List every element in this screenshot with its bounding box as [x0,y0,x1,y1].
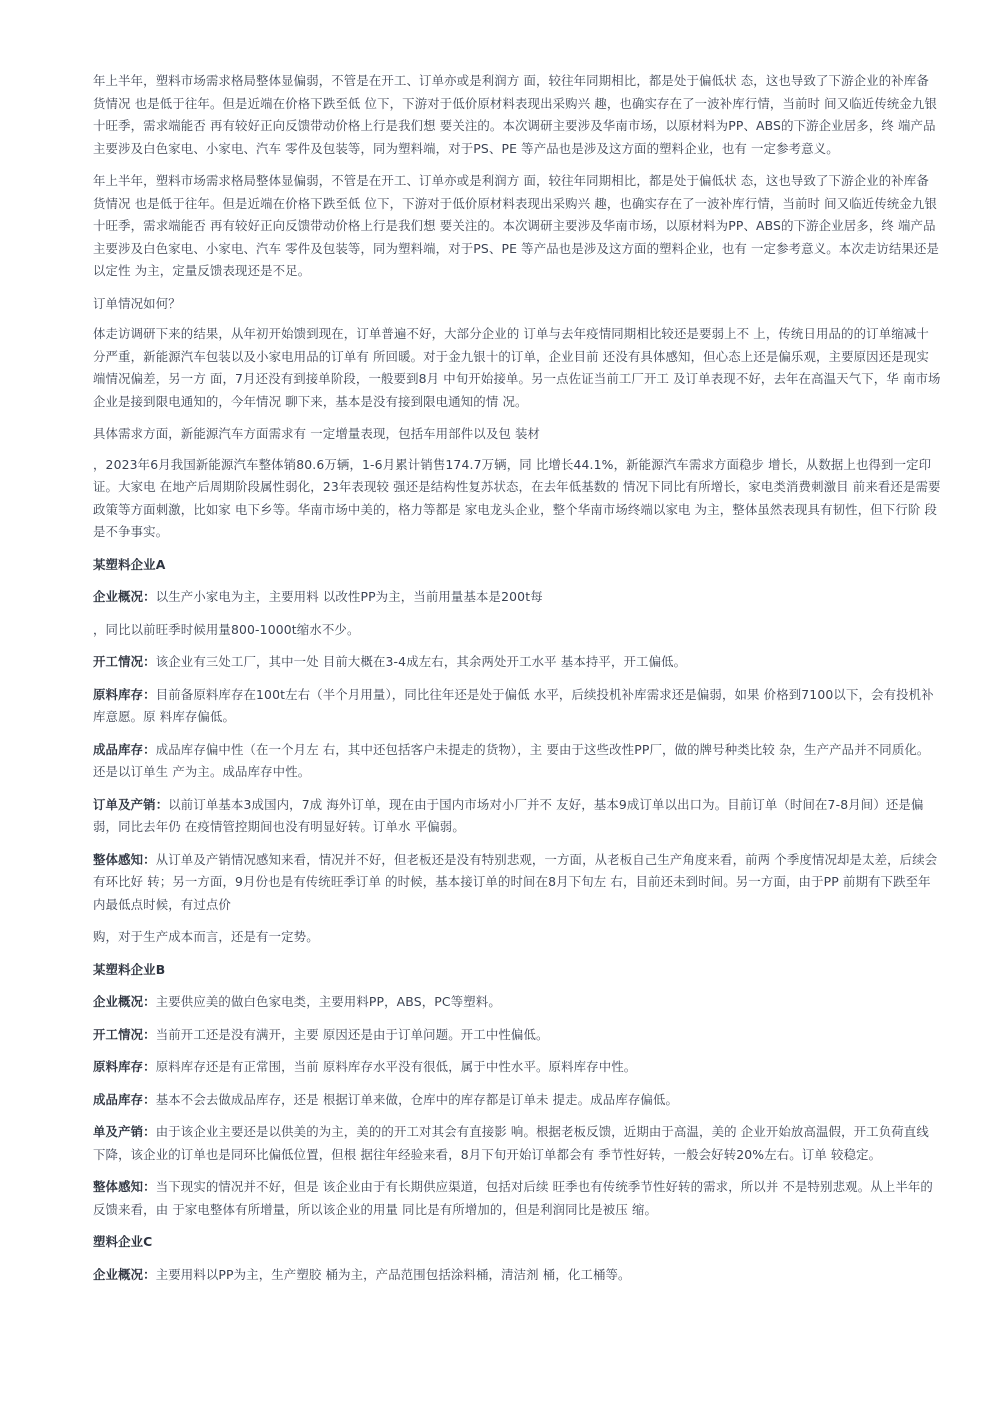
company-b-title: 某塑料企业B [93,961,166,977]
text: 目前备原料库存在100t左右（半个月用量），同比往年还是处于偏低 水平，后续投机补库需求还是偏弱，如果 价格到7100以下，会有投机补库意愿。原 料库存偏低。 [93,686,934,724]
text: 由于该企业主要还是以供美的为主，美的的开工对其会有直接影 响。根据老板反馈，近期由于高温，美的 企业开始放高温假，开工负荷直线下降，该企业的订单也是同环比偏低位置，但根 据往年经验来看，8月下旬开始订单都会有 季节性好转，一般会好转20%左右。订单 较稳定。 [93,1124,929,1162]
label: 企业概况： [93,1266,156,1282]
orders-question: 订单情况如何？ [93,295,181,311]
demand-paragraph: 具体需求方面，新能源汽车方面需求有 一定增量表现，包括车用部件以及包 装材 [93,426,541,441]
text: 基本不会去做成品库存，还是 根据订单来做，仓库中的库存都是订单未 提走。成品库存偏低。 [155,1091,679,1107]
company-a-operating [93,651,941,674]
text: 以生产小家电为主，主要用料 以改性PP为主，当前用量基本是200t每 [155,589,543,604]
intro-paragraph-2: 年上半年，塑料市场需求格局整体显偏弱，不管是在开工、订单亦或是利润方 面，较往年同期相比，都是处于偏低状 态，这也导致了下游企业的补库备货情况 也是低于往年。但是近端在价格下跌至低 位下，下游对于低价原材料表现出采购兴 趣，也确实存在了一波补库行情，当前时 间又临近传统金九银十旺季，需求端能否 再有较好正向反馈带动价格上行是我们想 要关注的。本次调研主要涉及华南市场，以原材料为PP、ABS的下游企业居多，终 端产品主要涉及白色家电、小家电、汽车 零件及包装等，同为塑料端，对于PS、PE 等产品也是涉及这方面的塑料企业，也有 一定参考意义。本次走访结果还是以定性 为主，定量反馈表现还是不足。 [93,173,940,278]
label: 企业概况： [93,589,156,604]
text: 该企业有三处工厂，其中一处 目前大概在3-4成左右，其余两处开工水平 基本持平，开工偏低。 [155,654,687,669]
stats-paragraph: ，2023年6月我国新能源汽车整体销80.6万辆，1-6月累计销售174.7万辆，同 比增长44.1%，新能源汽车需求方面稳步 增长，从数据上也得到一定印证。大家电 在地产后周期阶段属性弱化，23年表现较 强还是结构性复苏状态，在去年低基数的 情况下同比有所增长，家电类消费刺激目 前来看还是需要政策等方面刺激，比如家 电下乡等。华南市场中美的，格力等都是 家电龙头企业，整个华南市场终端以家电 为主，整体虽然表现具有韧性，但下行阶 段是不争事实。 [93,456,941,539]
label: 开工情况： [93,1026,156,1042]
label: 原料库存： [93,686,156,702]
company-a-finished-inventory [93,739,941,784]
company-b-operating [93,1024,941,1047]
company-a-overall-cont: 购，对于生产成本而言，还是有一定势。 [93,929,319,944]
company-b-raw-inventory [93,1056,941,1079]
label: 整体感知： [93,1179,156,1194]
label: 单及产销： [93,1124,156,1139]
text: 原料库存还是有正常围，当前 原料库存水平没有很低，属于中性水平。原料库存中性。 [155,1059,637,1074]
document-body [93,70,941,1296]
company-c-title: 塑料企业C [93,1234,153,1249]
label: 开工情况： [93,654,156,669]
text: 当下现实的情况并不好，但是 该企业由于有长期供应渠道，包括对后续 旺季也有传统季节性好转的需求，所以并 不是特别悲观。从上半年的反馈来看，由 于家电整体有所增量，所以该企业的用量 同比是有所增加的，但是利润同比是被压 缩。 [93,1179,933,1217]
company-a-overall [93,849,941,917]
label: 整体感知： [93,851,156,867]
label: 订单及产销： [93,796,169,812]
text: 成品库存偏中性（在一个月左 右，其中还包括客户未提走的货物），主 要由于这些改性PP厂，做的牌号种类比较 杂，生产产品并不同质化。还是以订单生 产为主。成品库存中性。 [93,741,930,779]
intro-paragraph-1: 年上半年，塑料市场需求格局整体显偏弱，不管是在开工、订单亦或是利润方 面，较往年同期相比，都是处于偏低状 态，这也导致了下游企业的补库备货情况 也是低于往年。但是近端在价格下跌至低 位下，下游对于低价原材料表现出采购兴 趣，也确实存在了一波补库行情，当前时 间又临近传统金九银十旺季，需求端能否 再有较好正向反馈带动价格上行是我们想 要关注的。本次调研主要涉及华南市场，以原材料为PP、ABS的下游企业居多，终 端产品主要涉及白色家电、小家电、汽车 零件及包装等，同为塑料端，对于PS、PE 等产品也是涉及这方面的塑料企业，也有 一定参考意义。 [93,73,938,156]
company-a-raw-inventory [93,684,941,729]
company-b-overview [93,991,941,1014]
text: 从订单及产销情况感知来看，情况并不好，但老板还是没有特别悲观，一方面，从老板自己生产角度来看，前两 个季度情况却是太差，后续会有环比好 转；另一方面，9月份也是有传统旺季订单 的时候，基本接订单的时间在8月下旬左 右，目前还未到时间。另一方面，由于PP 前期有下跌至年内最低点时候，有过点价 [93,851,938,912]
company-a-overview-cont: ，同比以前旺季时候用量800-1000t缩水不少。 [93,621,360,637]
company-c-overview [93,1264,941,1287]
orders-paragraph: 体走访调研下来的结果，从年初开始馈到现在，订单普遍不好，大部分企业的 订单与去年疫情同期相比较还是要弱上不 上，传统日用品的的订单缩减十分严重，新能源汽车包装以及小家电用品的订单有 所回暖。对于金九银十的订单，企业目前 还没有具体感知，但心态上还是偏乐观，主要原因还是现实端情况偏差，另一方 面，7月还没有到接单阶段，一般要到8月 中旬开始接单。另一点佐证当前工厂开工 及订单表现不好，去年在高温天气下，华 南市场企业是接到限电通知的，今年情况 聊下来，基本是没有接到限电通知的情 况。 [93,326,941,409]
text: 主要供应美的做白色家电类，主要用料PP，ABS，PC等塑料。 [155,994,501,1009]
company-b-finished-inventory [93,1089,941,1112]
label: 成品库存： [93,1091,156,1107]
company-b-orders [93,1121,941,1166]
label: 成品库存： [93,741,156,757]
text: 当前开工还是没有满开，主要 原因还是由于订单问题。开工中性偏低。 [155,1026,549,1042]
text: 以前订单基本3成国内，7成 海外订单，现在由于国内市场对小厂并不 友好，基本9成订单以出口为。目前订单（时间在7-8月间）还是偏弱，同比去年仍 在疫情管控期间也没有明显好转。订单水 平偏弱。 [93,796,924,834]
label: 原料库存： [93,1059,156,1074]
label: 企业概况： [93,994,156,1009]
company-b-overall [93,1176,941,1221]
text: 主要用料以PP为主，生产塑胶 桶为主，产品范围包括涂料桶，清洁剂 桶，化工桶等。 [155,1266,631,1282]
company-a-title: 某塑料企业A [93,556,166,572]
company-a-overview [93,586,941,609]
company-a-orders [93,794,941,839]
